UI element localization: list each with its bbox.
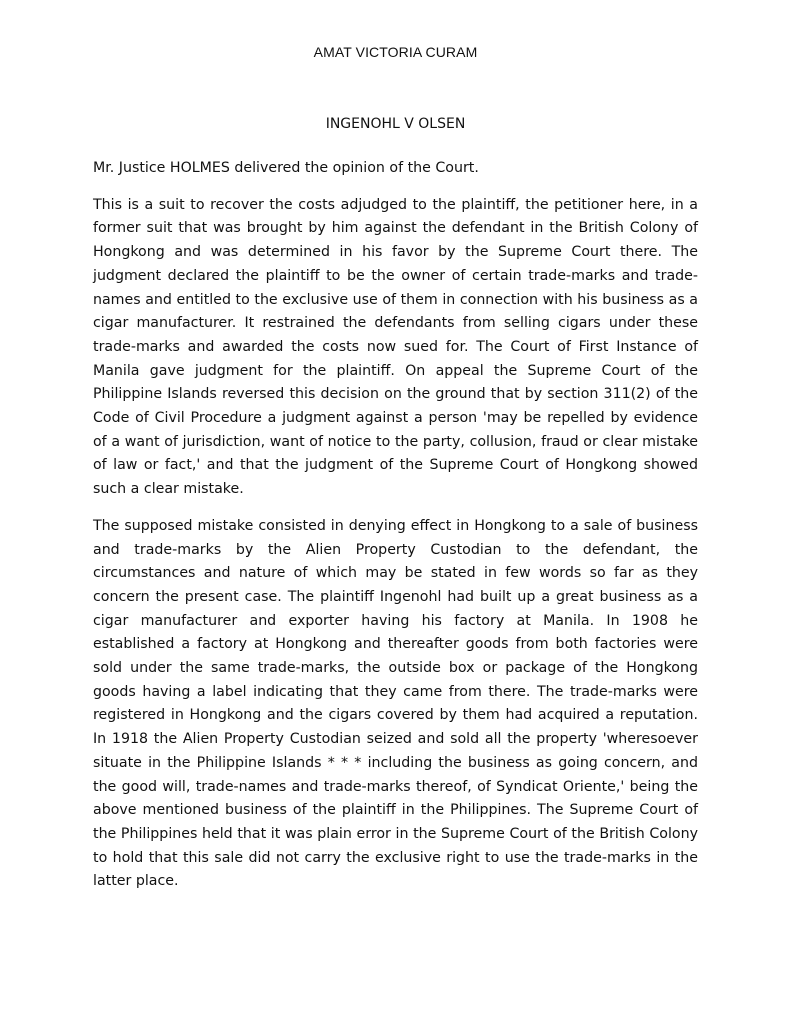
opinion-intro-paragraph: Mr. Justice HOLMES delivered the opinion of the Court. xyxy=(93,160,479,176)
opinion-body xyxy=(93,157,698,907)
opinion-paragraph: The supposed mistake consisted in denying effect in Hongkong to a sale of business and trade-marks by the Alien Property Custodian to the defendant, the circumstances and nature of which may be stated in few words so far as they concern the present case. The plaintiff Ingenohl had built up a great business as a cigar manufacturer and exporter having his factory at Manila. In 1908 he established a factory at Hongkong and thereafter goods from both factories were sold under the same trade-marks, the outside box or package of the Hongkong goods having a label indicating that they came from there. The trade-marks were registered in Hongkong and the cigars covered by them had acquired a reputation. In 1918 the Alien Property Custodian seized and sold all the property 'wheresoever situate in the Philippine Islands * * * including the business as going concern, and the good will, trade-names and trade-marks thereof, of Syndicat Oriente,' being the above mentioned business of the plaintiff in the Philippines. The Supreme Court of the Philippines held that it was plain error in the Supreme Court of the British Colony to hold that this sale did not carry the exclusive right to use the trade-marks in the latter place. xyxy=(93,517,698,890)
opinion-paragraph: This is a suit to recover the costs adjudged to the plaintiff, the petitioner here, in a former suit that was brought by him against the defendant in the British Colony of Hongkong and was determined in his favor by the Supreme Court there. The judgment declared the plaintiff to be the owner of certain trade-marks and trade-names and entitled to the exclusive use of them in connection with his business as a cigar manufacturer. It restrained the defendants from selling cigars under these trade-marks and awarded the costs now sued for. The Court of First Instance of Manila gave judgment for the plaintiff. On appeal the Supreme Court of the Philippine Islands reversed this decision on the ground that by section 311(2) of the Code of Civil Procedure a judgment against a person 'may be repelled by evidence of a want of jurisdiction, want of notice to the party, collusion, fraud or clear mistake of law or fact,' and that the judgment of the Supreme Court of Hongkong showed such a clear mistake. xyxy=(93,196,698,498)
page-header-motto: AMAT VICTORIA CURAM xyxy=(313,44,478,60)
case-title: INGENOHL V OLSEN xyxy=(325,116,466,132)
